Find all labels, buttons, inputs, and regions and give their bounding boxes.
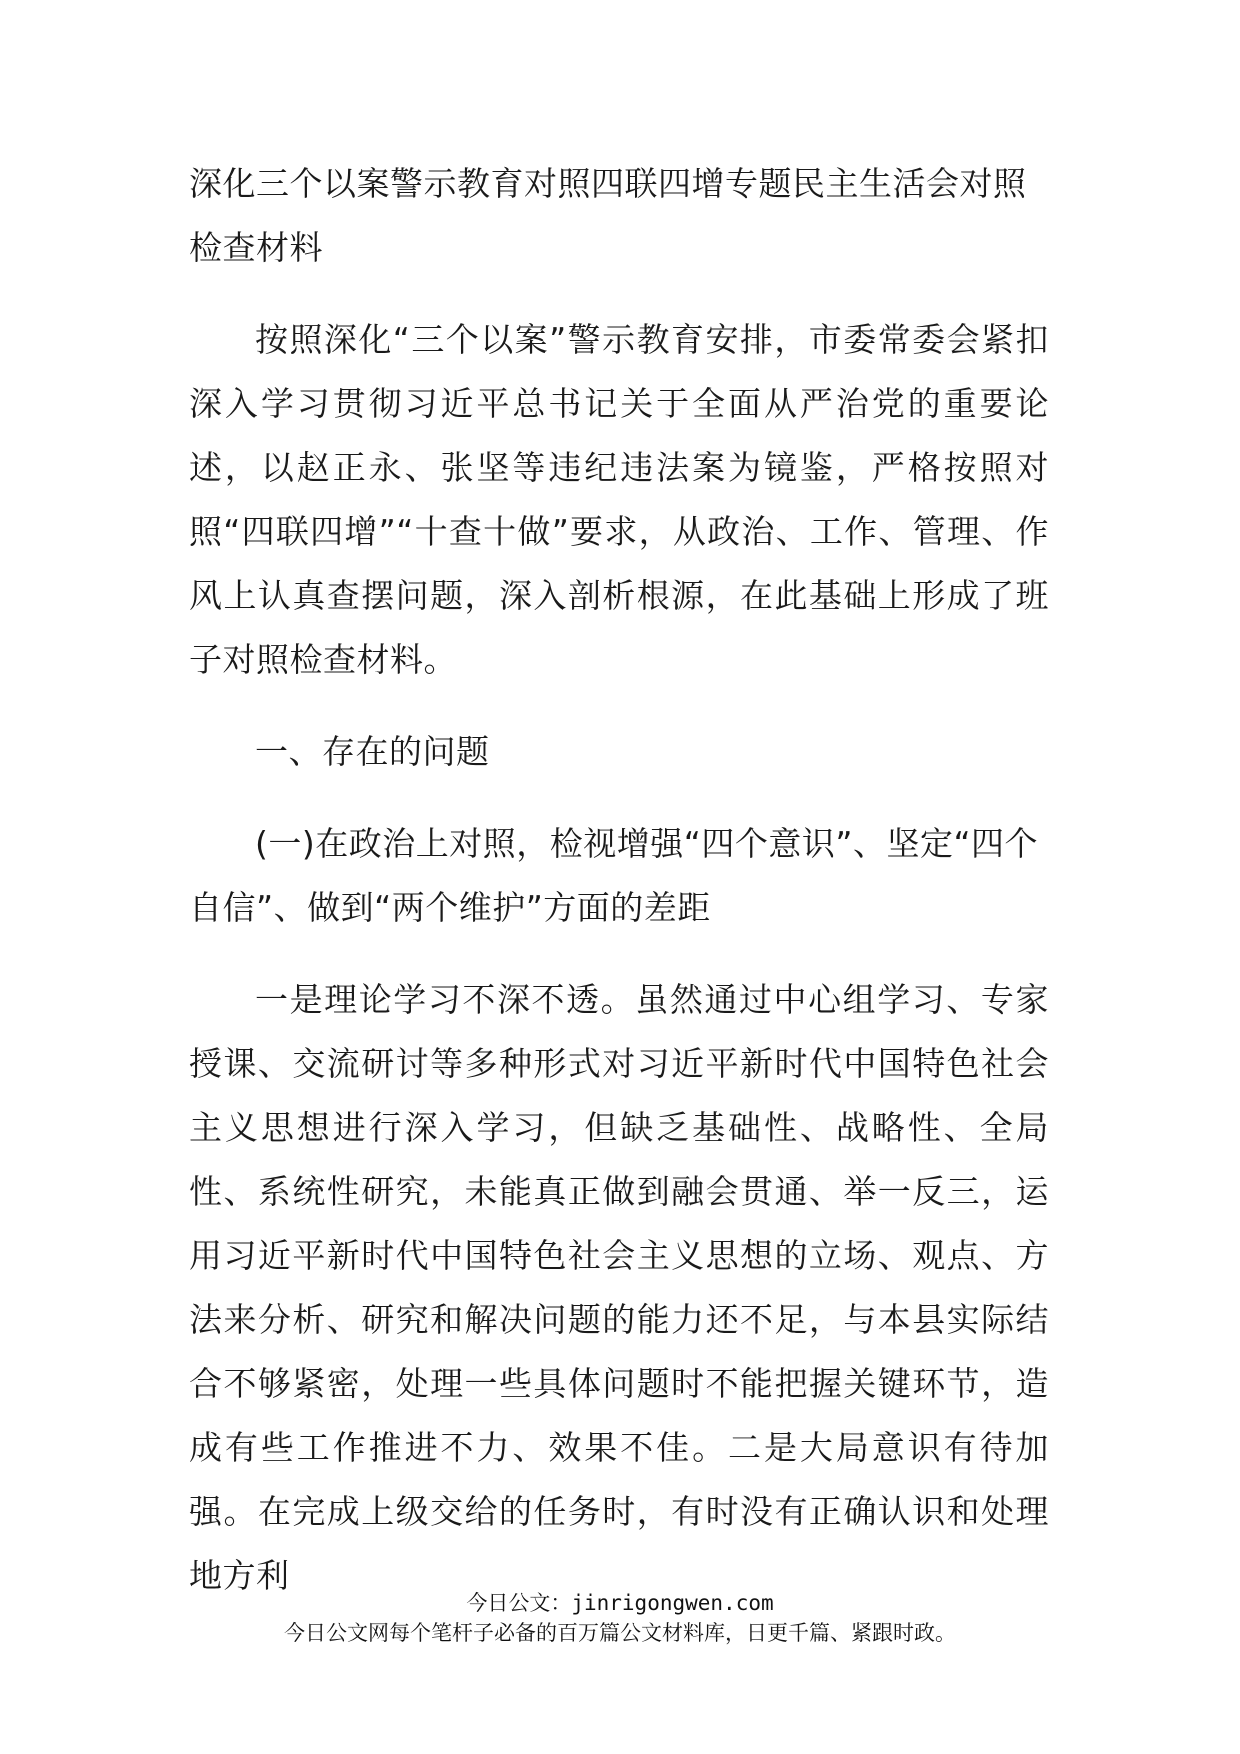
document-body <box>189 152 1049 1636</box>
page-footer <box>0 1588 1240 1648</box>
footer-site-label: 今日公文： <box>466 1591 572 1615</box>
footer-site-url[interactable]: jinrigongwen.com <box>571 1591 774 1615</box>
section-heading-problems: 一、存在的问题 <box>255 732 490 771</box>
footer-site-line <box>0 1588 1240 1618</box>
subsection-heading-political: (一)在政治上对照，检视增强“四个意识”、坚定“四个自信”、做到“两个维护”方面的差距 <box>189 824 1039 927</box>
body-paragraph-theory: 一是理论学习不深不透。虽然通过中心组学习、专家授课、交流研讨等多种形式对习近平新时代中国特色社会主义思想进行深入学习，但缺乏基础性、战略性、全局性、系统性研究，未能真正做到融会贯通、举一反三，运用习近平新时代中国特色社会主义思想的立场、观点、方法来分析、研究和解决问题的能力还不足，与本县实际结合不够紧密，处理一些具体问题时不能把握关键环节，造成有些工作推进不力、效果不佳。二是大局意识有待加强。在完成上级交给的任务时，有时没有正确认识和处理地方利 <box>189 980 1049 1595</box>
document-title: 深化三个以案警示教育对照四联四增专题民主生活会对照检查材料 <box>189 164 1027 267</box>
footer-slogan: 今日公文网每个笔杆子必备的百万篇公文材料库，日更千篇、紧跟时政。 <box>284 1621 956 1645</box>
intro-paragraph: 按照深化“三个以案”警示教育安排，市委常委会紧扣深入学习贯彻习近平总书记关于全面从严治党的重要论述，以赵正永、张坚等违纪违法案为镜鉴，严格按照对照“四联四增”“十查十做”要求，从政治、工作、管理、作风上认真查摆问题，深入剖析根源，在此基础上形成了班子对照检查材料。 <box>189 320 1049 679</box>
